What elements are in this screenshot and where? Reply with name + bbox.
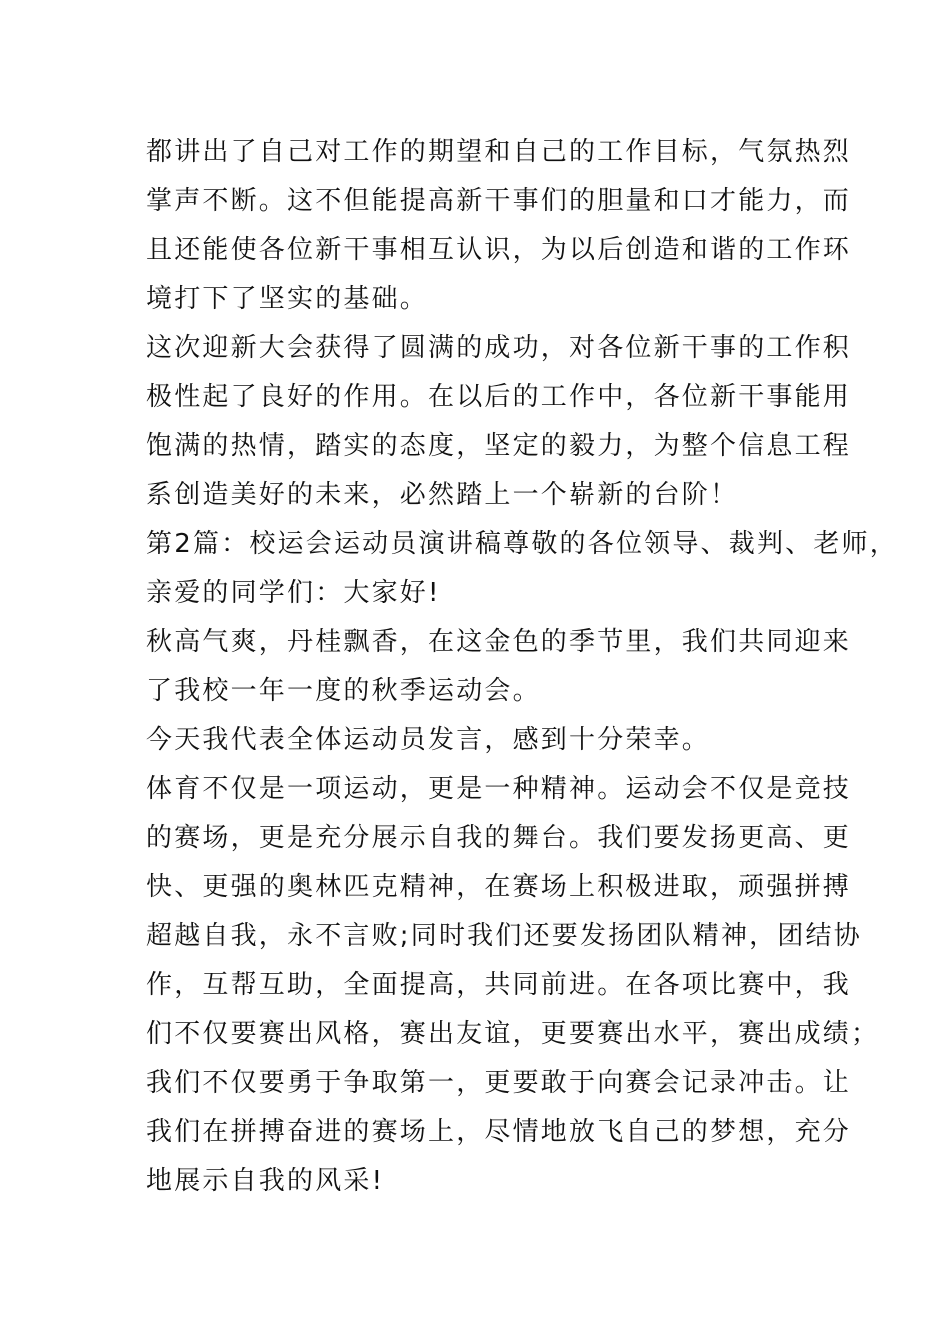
text-line: 我们在拼搏奋进的赛场上，尽情地放飞自己的梦想，充分 bbox=[146, 1117, 852, 1147]
text-line: 且还能使各位新干事相互认识，为以后创造和谐的工作环 bbox=[146, 235, 852, 265]
text-line: 体育不仅是一项运动，更是一种精神。运动会不仅是竞技 bbox=[146, 774, 852, 804]
text-line: 快、更强的奥林匹克精神，在赛场上积极进取，顽强拼搏 bbox=[146, 872, 852, 902]
text-line: 了我校一年一度的秋季运动会。 bbox=[146, 676, 541, 706]
text-line: 的赛场，更是充分展示自我的舞台。我们要发扬更高、更 bbox=[146, 823, 852, 853]
text-line: 系创造美好的未来，必然踏上一个崭新的台阶！ bbox=[146, 480, 739, 510]
text-line: 都讲出了自己对工作的期望和自己的工作目标，气氛热烈 bbox=[146, 137, 852, 167]
text-line: 作，互帮互助，全面提高，共同前进。在各项比赛中，我 bbox=[146, 970, 852, 1000]
text-line: 掌声不断。这不但能提高新干事们的胆量和口才能力，而 bbox=[146, 186, 852, 216]
text-line: 超越自我，永不言败;同时我们还要发扬团队精神，团结协 bbox=[146, 921, 862, 951]
text-line: 亲爱的同学们：大家好! bbox=[146, 578, 441, 608]
text-line: 第2篇：校运会运动员演讲稿尊敬的各位领导、裁判、老师， bbox=[146, 529, 898, 559]
text-line: 这次迎新大会获得了圆满的成功，对各位新干事的工作积 bbox=[146, 333, 852, 363]
text-line: 们不仅要赛出风格，赛出友谊，更要赛出水平，赛出成绩； bbox=[146, 1019, 880, 1049]
text-line: 我们不仅要勇于争取第一，更要敢于向赛会记录冲击。让 bbox=[146, 1068, 852, 1098]
text-line: 地展示自我的风采! bbox=[146, 1166, 385, 1196]
text-line: 秋高气爽，丹桂飘香，在这金色的季节里，我们共同迎来 bbox=[146, 627, 852, 657]
text-line: 今天我代表全体运动员发言，感到十分荣幸。 bbox=[146, 725, 711, 755]
text-line: 极性起了良好的作用。在以后的工作中，各位新干事能用 bbox=[146, 382, 852, 412]
text-line: 境打下了坚实的基础。 bbox=[146, 284, 429, 314]
document-body bbox=[146, 128, 898, 1206]
text-line: 饱满的热情，踏实的态度，坚定的毅力，为整个信息工程 bbox=[146, 431, 852, 461]
